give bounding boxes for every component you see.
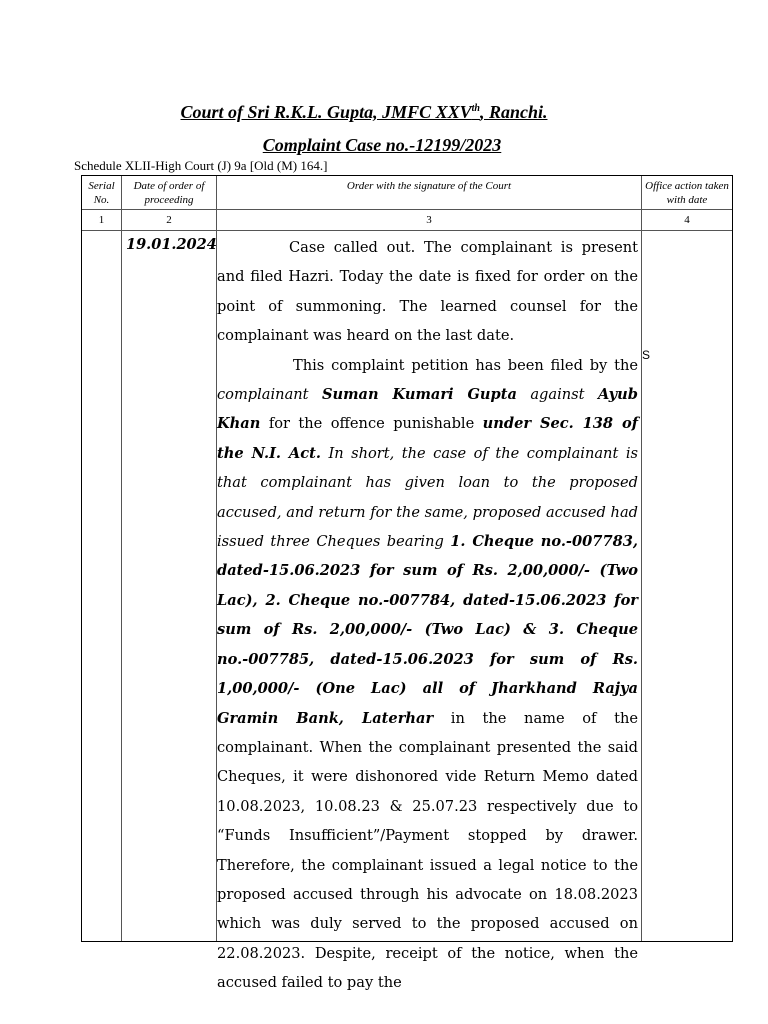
column-number-3: 3 xyxy=(426,214,432,226)
order-paragraph-2: This complaint petition has been filed by the complainant Suman Kumari Gupta against Ayub Khan for the offence punishable under Sec. 138 of the N.I. Act. In short, the case of the complainant is that complainant has given loan to the proposed accused, and return for the same, proposed accused had issued three Cheques bearing 1. Cheque no.-007783, dated-15.06.2023 for sum of Rs. 2,00,000/- (Two Lac), 2. Cheque no.-007784, dated-15.06.2023 for sum of Rs. 2,00,000/- (Two Lac) & 3. Cheque no.-007785, dated-15.06.2023 for sum of Rs. 1,00,000/- (One Lac) all of Jharkhand Rajya Gramin Bank, Laterhar in the name of the complainant. When the complainant presented the said Cheques, it were dishonored vide Return Memo dated 10.08.2023, 10.08.23 & 25.07.23 respectively due to “Funds Insufficient”/Payment stopped by drawer. Therefore, the complainant issued a legal notice to the proposed accused through his advocate on 18.08.2023 which was duly served to the proposed accused on 22.08.2023. Despite, receipt of the notice, when the accused failed to pay the xyxy=(217,356,638,992)
header-office-action: Office action taken with date xyxy=(645,180,729,206)
order-text xyxy=(217,233,638,998)
order-date: 19.01.2024 xyxy=(126,236,217,253)
schedule-line: Schedule XLII-High Court (J) 9a [Old (M) 164.] xyxy=(74,158,328,173)
header-order-signature: Order with the signature of the Court xyxy=(346,180,512,192)
header-serial-no: Serial No. xyxy=(88,180,115,206)
column-divider xyxy=(641,176,642,941)
header-divider xyxy=(82,209,732,210)
column-number-2: 2 xyxy=(166,214,172,226)
number-row-divider xyxy=(82,230,732,231)
column-number-1: 1 xyxy=(98,214,105,226)
column-number-4: 4 xyxy=(684,214,690,226)
margin-mark: S xyxy=(642,348,651,362)
column-divider xyxy=(121,176,122,941)
case-title: Complaint Case no.-12199/2023 xyxy=(262,135,502,155)
order-paragraph-1: Case called out. The complainant is present and filed Hazri. Today the date is fixed for order on the point of summoning. The learned counsel for the complainant was heard on the last date. xyxy=(217,239,638,345)
order-sheet-table xyxy=(81,175,733,992)
court-title: Court of Sri R.K.L. Gupta, JMFC XXVth, Ranchi. xyxy=(180,102,548,122)
header-date-of-order: Date of order of proceeding xyxy=(133,180,205,206)
